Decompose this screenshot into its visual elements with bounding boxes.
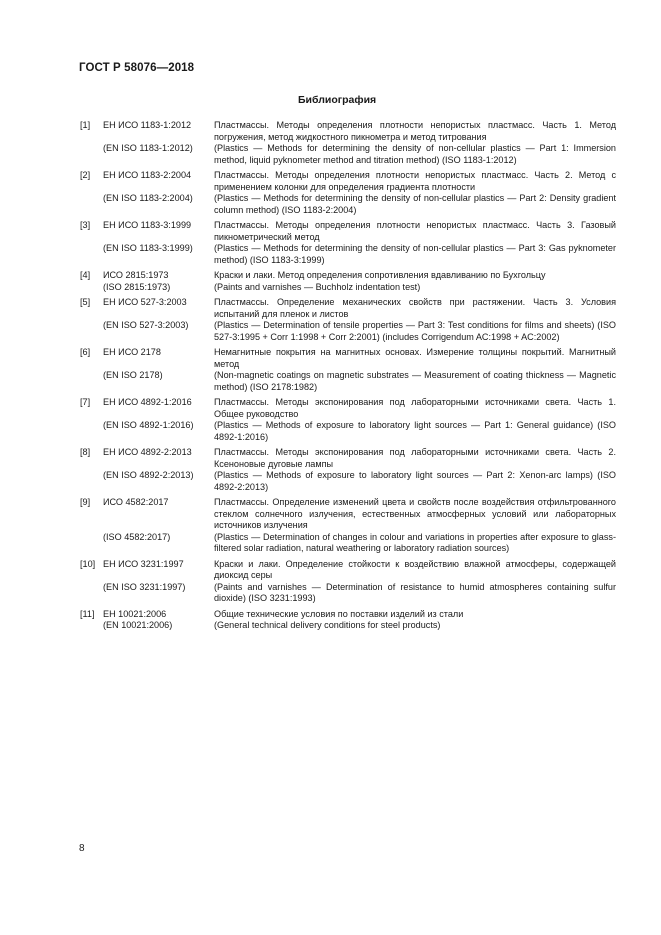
bibliography-entry [80,609,616,632]
entry-title-en: (Plastics — Methods of exposure to laboratory light sources — Part 2: Xenon-arc lamps) (ISO 4892-2:2013) [214,470,616,492]
entry-number: [7] [80,397,91,407]
entry-title-ru: Краски и лаки. Определение стойкости к воздействию влажной атмосферы, содержащей диоксид серы [214,558,616,580]
entry-title-en: (Plastics — Determination of tensile properties — Part 3: Test conditions for films and sheets) (ISO 527-3:1995 + Corr 1:1998 + Corr 2:2001) (includes Corrigendum AC:1998 + AC:2002) [214,320,616,342]
entry-code-en: (ISO 4582:2017) [103,531,171,542]
entry-title-en: (Plastics — Methods for determining the density of non-cellular plastics — Part 1: Immersion method, liquid pyknometer method and titration method) (ISO 1183-1:2012) [214,143,616,165]
entry-code-ru: ЕН ИСО 1183-1:2012 [103,120,192,130]
bibliography-entry [80,397,616,443]
entry-code-ru: ЕН ИСО 527-3:2003 [103,297,187,307]
entry-code-en: (EN 10021:2006) [103,620,173,630]
bibliography-entry [80,347,616,393]
document-header: ГОСТ Р 58076—2018 [79,62,195,74]
bibliography-heading: Библиография [298,94,377,106]
bibliography-entry [80,120,616,166]
entry-title-en: (Plastics — Methods of exposure to laboratory light sources — Part 1: General guidance) (ISO 4892-1:2016) [214,420,616,442]
entry-number: [6] [80,347,91,357]
entry-code-en: (EN ISO 2178) [103,370,163,380]
entry-title-en: (Plastics — Methods for determining the density of non-cellular plastics — Part 2: Density gradient column method) (ISO 1183-2:2004) [214,193,616,215]
entry-number: [2] [80,170,91,180]
entry-title-ru: Немагнитные покрытия на магнитных основах. Измерение толщины покрытий. Магнитный метод [214,347,616,369]
entry-title-en: (Non-magnetic coatings on magnetic substrates — Measurement of coating thickness — Magnetic method) (ISO 2178:1982) [214,370,616,392]
entry-title-ru: Пластмассы. Определение механических свойств при растяжении. Часть 3. Условия испытаний для пленок и листов [214,297,616,319]
entry-number: [3] [80,220,91,230]
entry-code-en: (EN ISO 1183-2:2004) [103,193,193,203]
entry-number: [1] [80,120,91,130]
entry-number: [8] [80,447,91,457]
entry-code-ru: ЕН ИСО 4892-1:2016 [103,397,192,407]
entry-code-ru: ИСО 4582:2017 [103,497,169,507]
entry-code-ru: ЕН ИСО 2178 [103,347,161,357]
entry-code-en: (EN ISO 3231:1997) [103,581,186,592]
entry-code-en: (EN ISO 4892-1:2016) [103,420,194,430]
entry-code-en: (EN ISO 4892-2:2013) [103,470,194,480]
entry-number: [10] [80,558,96,569]
entry-title-en: (Plastics — Methods for determining the density of non-cellular plastics — Part 3: Gas pyknometer method) (ISO 1183-3:1999) [214,243,616,265]
entry-title-ru: Пластмассы. Методы определения плотности непористых пластмасс. Часть 1. Метод погружения, метод жидкостного пикнометра и метод титрования [214,120,616,142]
entry-code-ru: ЕН 10021:2006 [103,608,167,619]
entry-code-ru: ЕН ИСО 4892-2:2013 [103,447,192,457]
entry-number: [5] [80,297,91,307]
entry-title-ru: Пластмассы. Методы определения плотности непористых пластмасс. Часть 3. Газовый пикнометрический метод [214,220,616,242]
bibliography-entry [80,447,616,493]
entry-title-ru: Общие технические условия по поставки изделий из стали [214,608,464,619]
entry-code-en: (EN ISO 527-3:2003) [103,320,189,330]
entry-number: [11] [80,608,95,619]
entry-number: [4] [80,270,91,280]
bibliography-entry [80,297,616,343]
entry-title-en: (General technical delivery conditions for steel products) [214,620,441,630]
entry-code-en: (EN ISO 1183-1:2012) [103,143,193,153]
entry-code-en: (ISO 2815:1973) [103,281,171,292]
bibliography-list [80,120,616,636]
bibliography-entry [80,497,616,555]
entry-title-en: (Paints and varnishes — Buchholz indentation test) [214,281,421,292]
entry-number: [9] [80,497,91,507]
entry-title-ru: Краски и лаки. Метод определения сопротивления вдавливанию по Бухгольцу [214,270,546,280]
bibliography-entry [80,170,616,216]
bibliography-entry [80,220,616,266]
entry-title-ru: Пластмассы. Определение изменений цвета и свойств после воздействия отфильтрованного стеклом солнечного излучения, естественных атмосферных условий или лабораторных источников излучения [214,497,616,530]
entry-title-en: (Paints and varnishes — Determination of resistance to humid atmospheres containing sulfur dioxide) (ISO 3231:1993) [214,581,616,603]
bibliography-entry [80,559,616,605]
bibliography-entry [80,270,616,293]
entry-code-ru: ИСО 2815:1973 [103,270,169,280]
entry-title-ru: Пластмассы. Методы определения плотности непористых пластмасс. Часть 2. Метод с применением колонки для определения градиента плотности [214,170,616,192]
entry-code-ru: ЕН ИСО 1183-3:1999 [103,220,192,230]
entry-title-en: (Plastics — Determination of changes in colour and variations in properties after exposure to glass-filtered solar radiation, natural weathering or laboratory radiation sources) [214,531,616,553]
entry-title-ru: Пластмассы. Методы экспонирования под лабораторными источниками света. Часть 2. Ксеноновые дуговые лампы [214,447,616,469]
entry-title-ru: Пластмассы. Методы экспонирования под лабораторными источниками света. Часть 1. Общее руководство [214,397,616,419]
entry-code-ru: ЕН ИСО 1183-2:2004 [103,170,192,180]
entry-code-ru: ЕН ИСО 3231:1997 [103,558,184,569]
page-number: 8 [79,843,85,854]
entry-code-en: (EN ISO 1183-3:1999) [103,243,193,253]
